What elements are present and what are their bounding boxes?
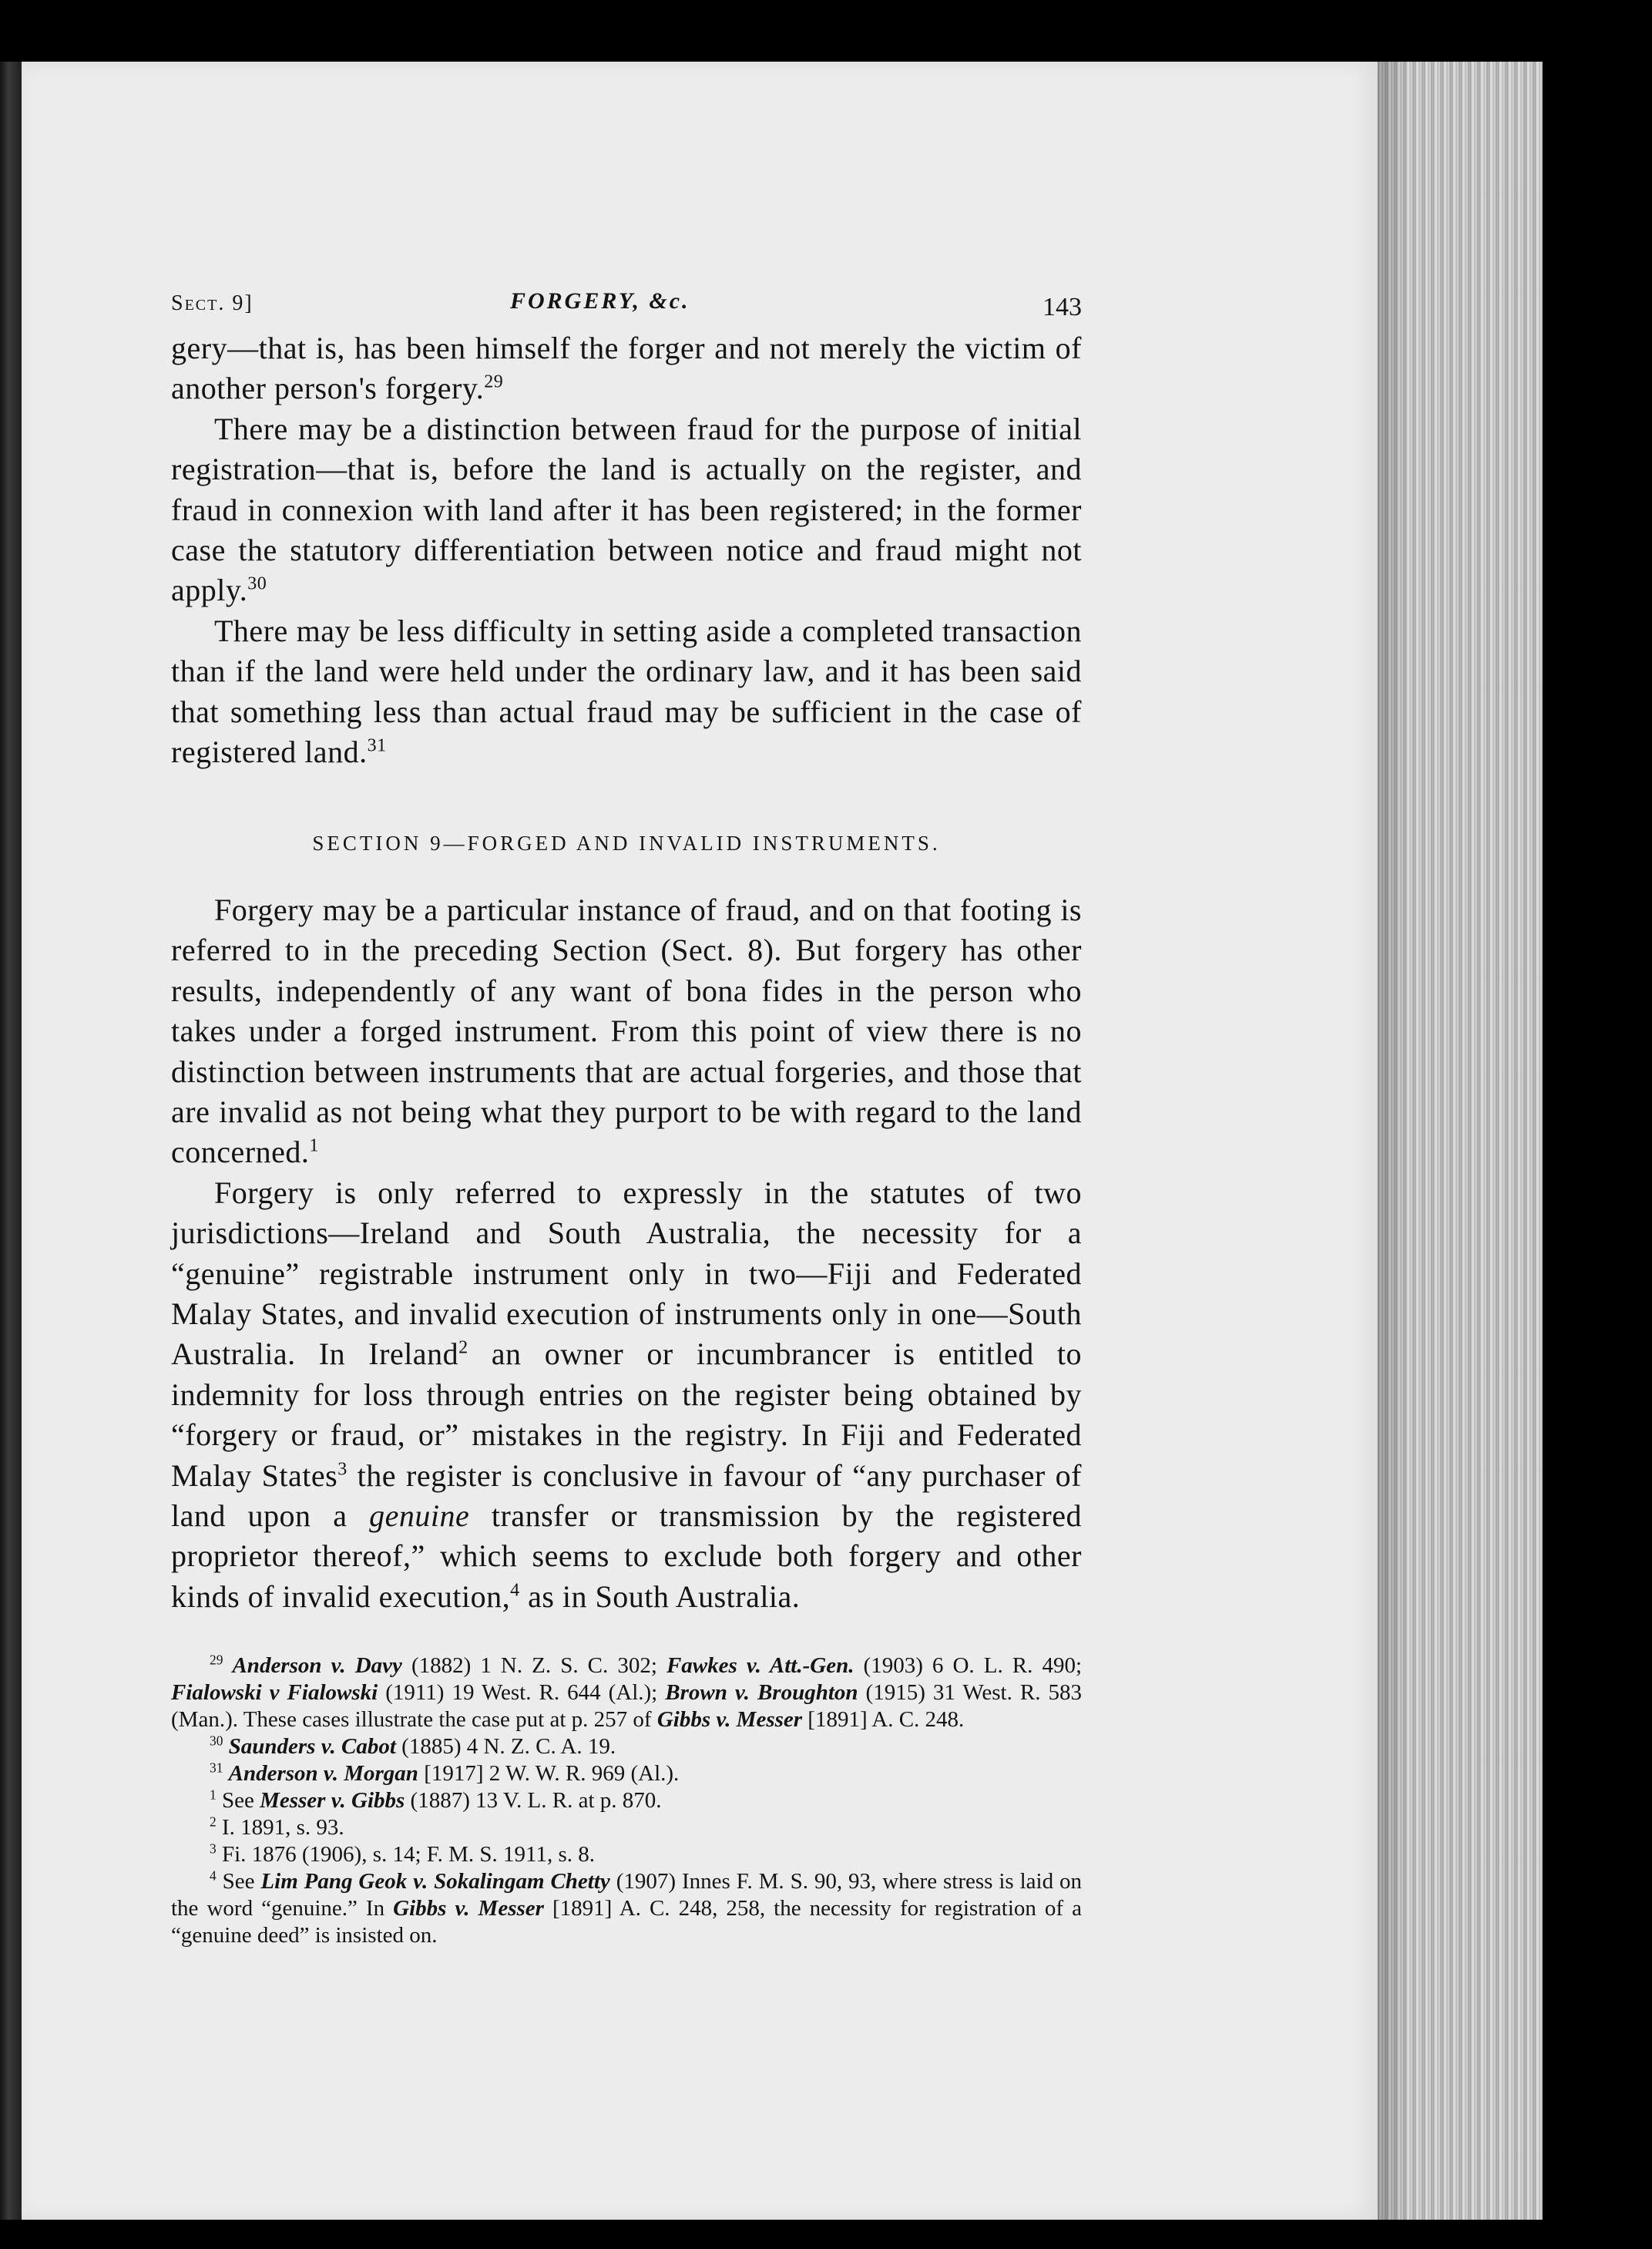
footnote: $^2$ I. 1891, s. 93.	[210, 1814, 344, 1841]
section-heading: SECTION 9—FORGED AND INVALID INSTRUMENTS.	[312, 832, 941, 856]
footnote: $^1$ See Messer v. Gibbs (1887) 13 V. L. R. at p. 870.	[210, 1787, 662, 1814]
footnote-ref: 2	[458, 1338, 468, 1359]
footnote-ref: 29	[484, 372, 504, 393]
paragraph: There may be a distinction between fraud for the purpose of initial registration—that is, before the land is actually on the register, and fraud in connexion with land after it has been registered; in the former case the statutory differentiation between notice and fraud might not apply.$^{30}$	[171, 411, 1082, 608]
footnotes	[171, 1652, 1082, 1949]
footnote-ref: 3	[337, 1459, 348, 1480]
book-spine-edge	[0, 62, 22, 2220]
paragraph: Forgery is only referred to expressly in the statutes of two jurisdictions—Ireland and South Australia, the necessity for a “genuine” registrable instrument only in two—Fiji and Federated Malay States, and invalid execution of instruments only in one—South Australia. In Ireland$^2$ an owner or incumbrancer is entitled to indemnity for loss through entries on the register being obtained by “forgery or fraud, or” mistakes in the registry. In Fiji and Federated Malay States$^3$ the register is conclusive in favour of “any purchaser of land upon a genuine transfer or transmission by the registered proprietor thereof,” which seems to exclude both forgery and other kinds of invalid execution,$^4$ as in South Australia.	[171, 1175, 1083, 1614]
footnote-ref: 31	[367, 735, 387, 756]
footnote-ref: 4	[510, 1580, 520, 1601]
paragraph-continued: gery—that is, has been himself the forger and not merely the victim of another person's forgery.$^{29}$	[171, 331, 1082, 406]
body-text	[171, 328, 1082, 1617]
running-head	[171, 277, 1082, 324]
italic-word: genuine	[369, 1498, 470, 1533]
page-number: 143	[1043, 293, 1082, 321]
footnote: $^3$ Fi. 1876 (1906), s. 14; F. M. S. 1911, s. 8.	[210, 1841, 595, 1867]
paragraph: Forgery may be a particular instance of fraud, and on that footing is referred to in the preceding Section (Sect. 8). But forgery has other results, independently of any want of bona fides in the person who takes under a forged instrument. From this point of view there is no distinction between instruments that are actual forgeries, and those that are invalid as not being what they purport to be with regard to the land concerned.$^1$	[171, 892, 1082, 1170]
page-shadow	[1378, 62, 1409, 2220]
section-reference: Sect. 9]	[171, 291, 254, 315]
footnote-ref: 1	[309, 1135, 319, 1156]
footnote: $^{29}$ Anderson v. Davy (1882) 1 N. Z. S. C. 302; Fawkes v. Att.-Gen. (1903) 6 O. L. R. 490; Fialowski v Fialowski (1911) 19 West. R. 644 (Al.); Brown v. Broughton (1915) 31 West. R. 583 (Man.). These cases illustrate the case put at p. 257 of Gibbs v. Messer [1891] A. C. 248.	[171, 1652, 1083, 1733]
footnote: $^{31}$ Anderson v. Morgan [1917] 2 W. W. R. 969 (Al.).	[210, 1760, 680, 1787]
footnote: $^{30}$ Saunders v. Cabot (1885) 4 N. Z. C. A. 19.	[210, 1733, 616, 1760]
footnote-ref: 30	[247, 574, 267, 595]
paragraph: There may be less difficulty in setting aside a completed transaction than if the land were held under the ordinary law, and it has been said that something less than actual fraud may be sufficient in the case of registered land.$^{31}$	[171, 613, 1082, 770]
footnote: $^4$ See Lim Pang Geok v. Sokalingam Chetty (1907) Innes F. M. S. 90, 93, where stress is laid on the word “genuine.” In Gibbs v. Messer [1891] A. C. 248, 258, the necessity for registration of a “genuine deed” is insisted on.	[171, 1867, 1083, 1948]
page-content	[171, 277, 1082, 1949]
running-title: FORGERY, &c.	[510, 288, 690, 314]
